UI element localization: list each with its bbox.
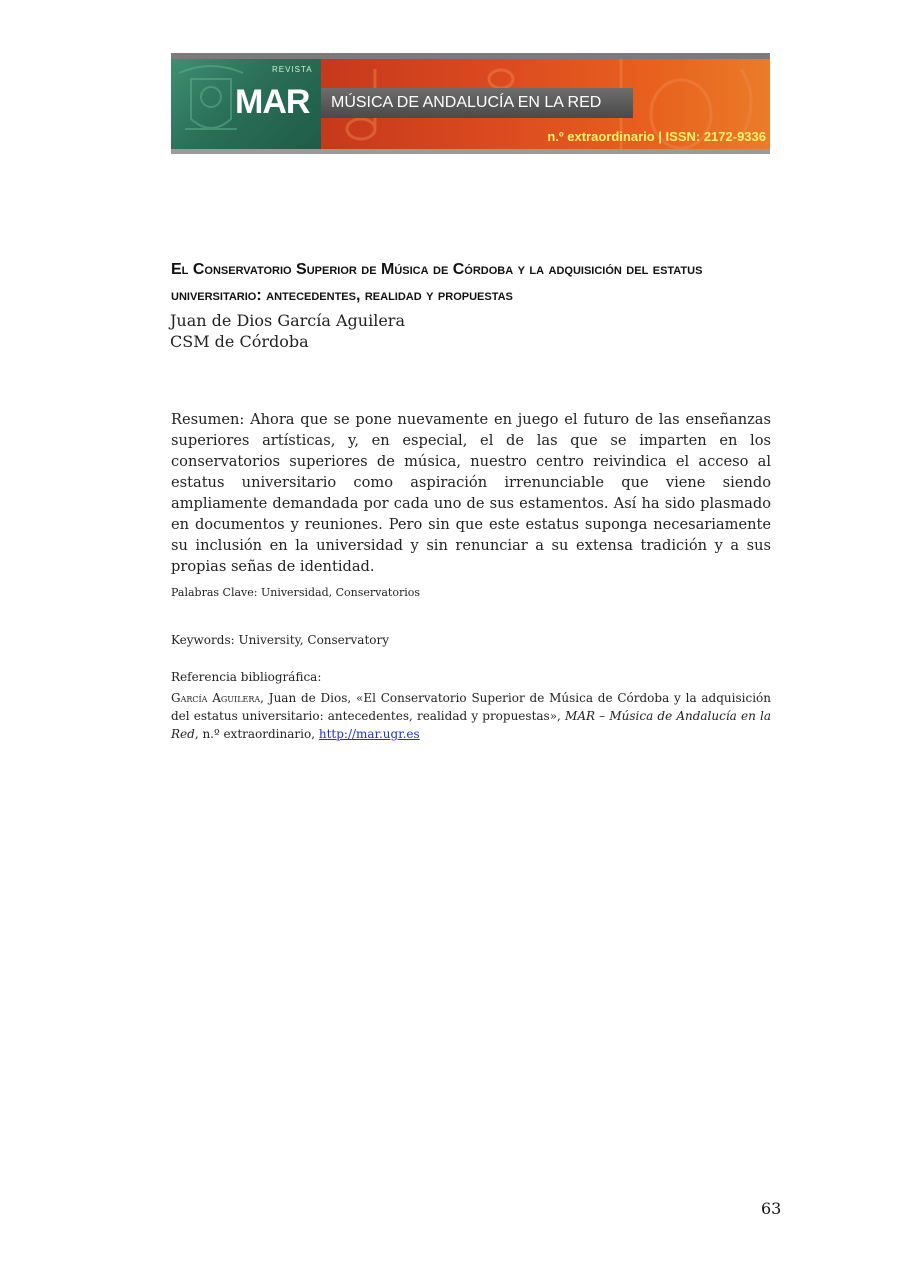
reference-url-link[interactable]: http://mar.ugr.es [318, 727, 420, 741]
author-name: Juan de Dios García Aguilera [170, 311, 405, 330]
banner-title-bar [321, 88, 633, 118]
reference-journal: MAR – Música de Andalucía en la Red [171, 709, 771, 741]
reference-issue: , n.º extraordinario, [194, 727, 319, 741]
banner-brand: MAR [235, 83, 310, 121]
article-title: El Conservatorio Superior de Música de Córdoba y la adquisición del estatus universitario: antecedentes, realidad y propuestas [171, 261, 703, 304]
banner-issue: n.º extraordinario | ISSN: 2172-9336 [547, 129, 766, 144]
reference-citation [171, 689, 771, 743]
banner-revista-label: REVISTA [272, 65, 313, 74]
keywords-english: Keywords: University, Conservatory [171, 633, 390, 647]
reference-label: Referencia bibliográfica: [171, 670, 322, 684]
author-affiliation: CSM de Córdoba [170, 332, 309, 351]
banner-title: MÚSICA DE ANDALUCÍA EN LA RED [331, 94, 602, 111]
reference-text: , Juan de Dios, «El Conservatorio Superior de Música de Córdoba y la adquisición del estatus universitario: antecedentes, realidad y propuestas», [171, 691, 771, 723]
abstract: Resumen: Ahora que se pone nuevamente en juego el futuro de las enseñanzas superiores artísticas, y, en especial, el de las que se imparten en los conservatorios superiores de música, nuestro centro reivindica el acceso al estatus universitario como aspiración irrenunciable que viene siendo ampliamente demandada por cada uno de sus estamentos. Así ha sido plasmado en documentos y reuniones. Pero sin que este estatus suponga necesariamente su inclusión en la universidad y sin renunciar a su extensa tradición y a sus propias señas de identidad. [171, 411, 771, 575]
keywords-spanish: Palabras Clave: Universidad, Conservatorios [171, 586, 421, 599]
journal-banner [171, 53, 770, 154]
reference-author: García Aguilera [171, 691, 261, 705]
page-number: 63 [761, 1199, 782, 1218]
